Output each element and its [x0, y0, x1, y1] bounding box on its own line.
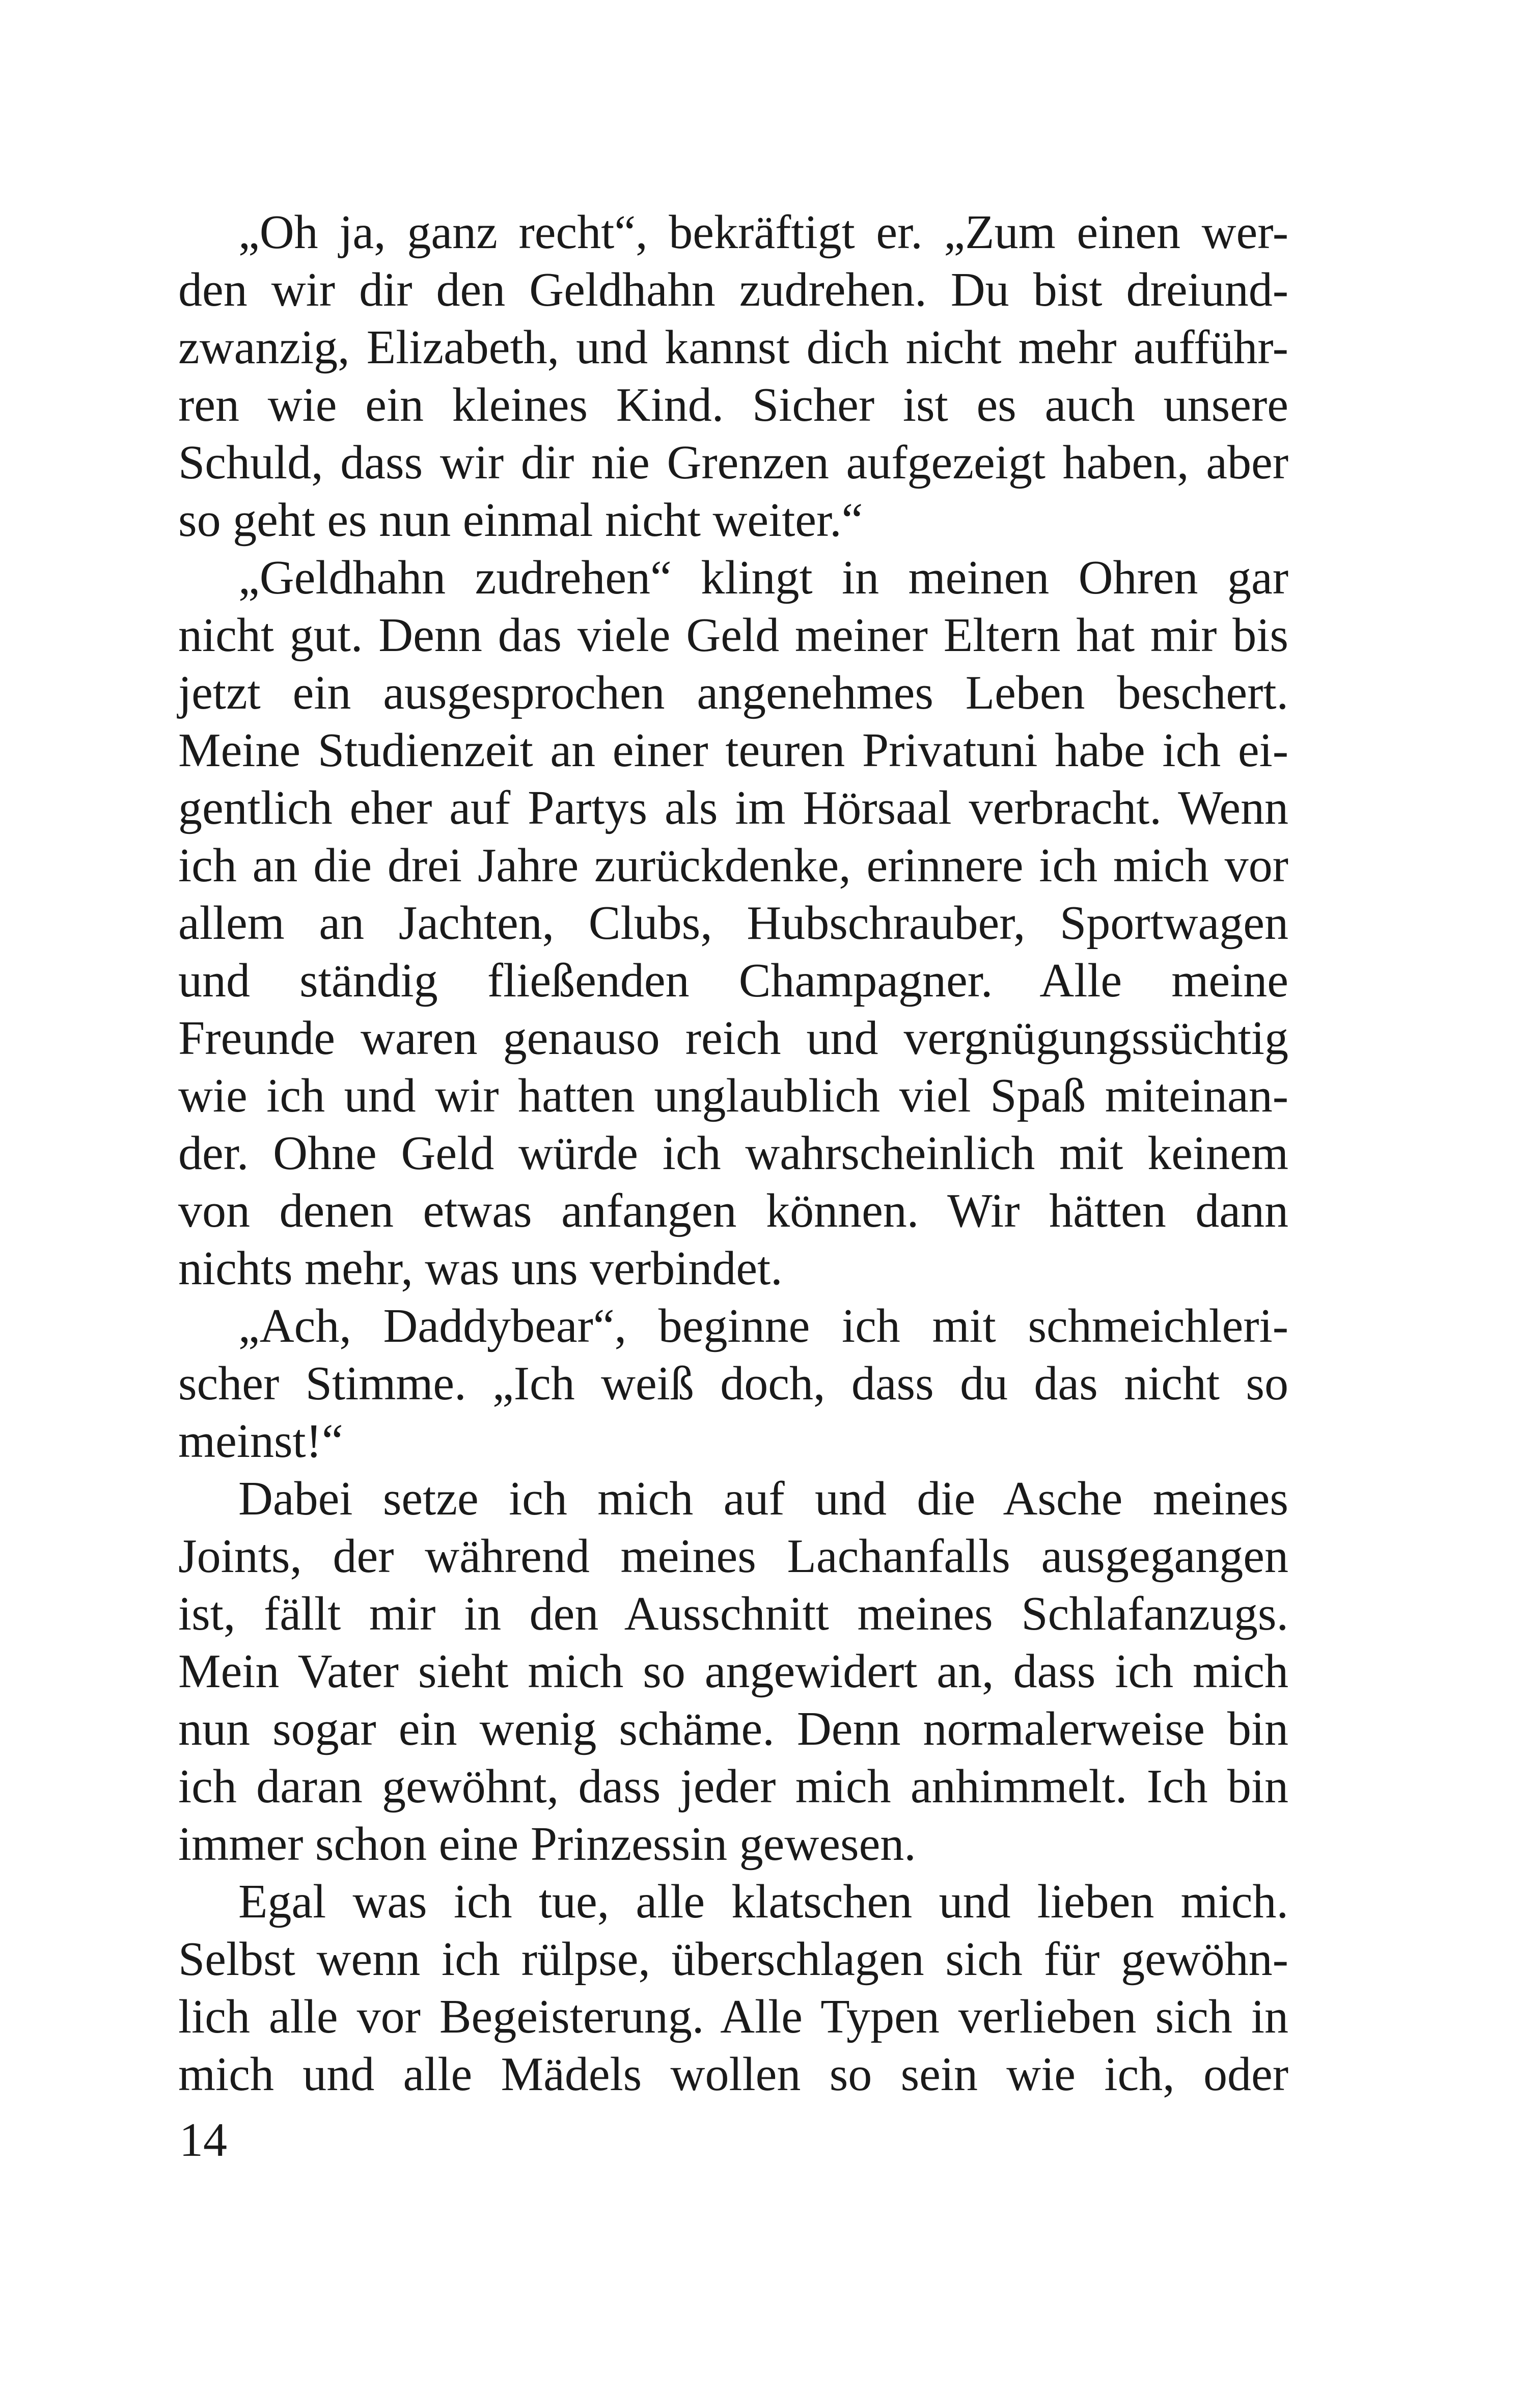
text-line: „Oh ja, ganz recht“, bekräftigt er. „Zum einen wer- — [238, 206, 1288, 259]
body-text — [178, 204, 1288, 2103]
text-line: ist, fällt mir in den Ausschnitt meines Schlafanzugs. — [178, 1587, 1288, 1640]
text-line: den wir dir den Geldhahn zudrehen. Du bist dreiund- — [178, 263, 1288, 316]
page-number: 14 — [179, 2114, 227, 2167]
text-line: ich an die drei Jahre zurückdenke, erinnere ich mich vor — [178, 839, 1288, 892]
text-line: ren wie ein kleines Kind. Sicher ist es auch unsere — [178, 378, 1288, 431]
text-line: mich und alle Mädels wollen so sein wie ich, oder — [178, 2048, 1288, 2101]
text-line: immer schon eine Prinzessin gewesen. — [178, 1818, 916, 1871]
text-line: meinst!“ — [178, 1415, 343, 1468]
text-line: der. Ohne Geld würde ich wahrscheinlich mit keinem — [178, 1127, 1288, 1180]
text-line: von denen etwas anfangen können. Wir hätten dann — [178, 1184, 1288, 1237]
text-line: Selbst wenn ich rülpse, überschlagen sich für gewöhn- — [178, 1933, 1288, 1986]
text-line: Dabei setze ich mich auf und die Asche meines — [238, 1472, 1288, 1525]
text-line: „Geldhahn zudrehen“ klingt in meinen Ohren gar — [238, 551, 1288, 604]
text-line: lich alle vor Begeisterung. Alle Typen verlieben sich in — [178, 1990, 1288, 2043]
text-line: allem an Jachten, Clubs, Hubschrauber, Sportwagen — [178, 897, 1288, 950]
text-line: Egal was ich tue, alle klatschen und lieben mich. — [238, 1875, 1288, 1928]
text-line: so geht es nun einmal nicht weiter.“ — [178, 494, 863, 547]
text-line: ich daran gewöhnt, dass jeder mich anhimmelt. Ich bin — [178, 1760, 1288, 1813]
text-line: Meine Studienzeit an einer teuren Privatuni habe ich ei- — [178, 724, 1288, 777]
text-line: nun sogar ein wenig schäme. Denn normalerweise bin — [178, 1702, 1288, 1755]
text-line: scher Stimme. „Ich weiß doch, dass du das nicht so — [178, 1357, 1288, 1410]
text-line: Joints, der während meines Lachanfalls ausgegangen — [178, 1530, 1288, 1583]
text-line: zwanzig, Elizabeth, und kannst dich nicht mehr aufführ- — [178, 321, 1288, 374]
text-line: wie ich und wir hatten unglaublich viel Spaß miteinan- — [178, 1069, 1288, 1122]
text-line: Schuld, dass wir dir nie Grenzen aufgezeigt haben, aber — [178, 436, 1288, 489]
text-line: jetzt ein ausgesprochen angenehmes Leben beschert. — [178, 666, 1288, 719]
text-line: gentlich eher auf Partys als im Hörsaal verbracht. Wenn — [178, 781, 1288, 834]
text-line: und ständig fließenden Champagner. Alle meine — [178, 954, 1288, 1007]
text-line: nichts mehr, was uns verbindet. — [178, 1242, 783, 1295]
text-line: Mein Vater sieht mich so angewidert an, dass ich mich — [178, 1645, 1288, 1698]
text-line: „Ach, Daddybear“, beginne ich mit schmeichleri- — [238, 1299, 1288, 1352]
text-line: nicht gut. Denn das viele Geld meiner Eltern hat mir bis — [178, 609, 1288, 662]
text-line: Freunde waren genauso reich und vergnügungssüchtig — [178, 1012, 1288, 1065]
